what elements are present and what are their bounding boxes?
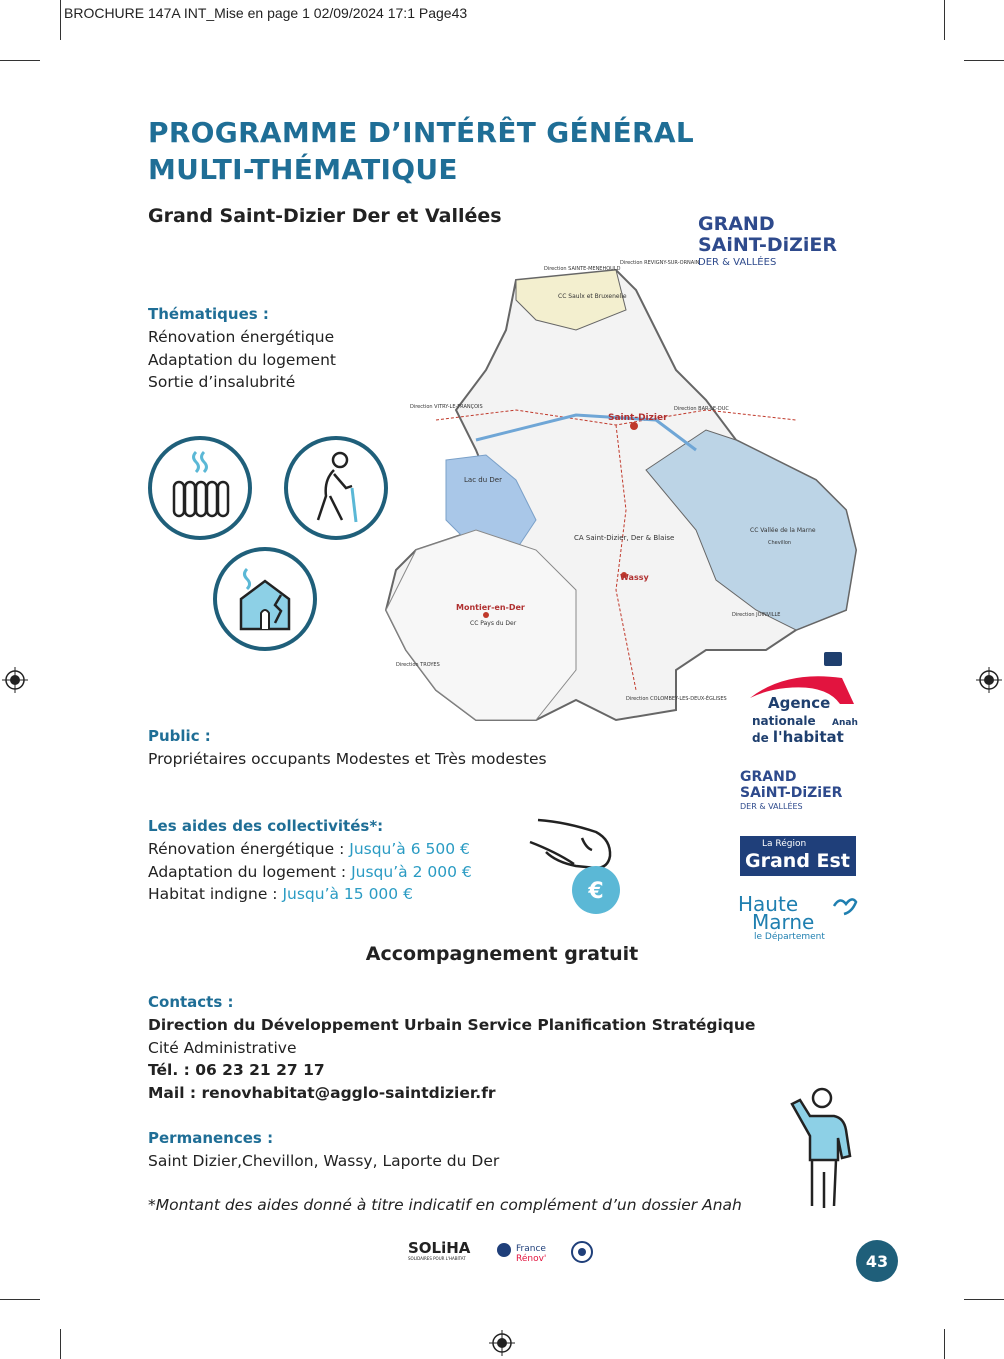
map-label: Direction BAR-LE-DUC	[674, 406, 729, 412]
print-slug: BROCHURE 147A INT_Mise en page 1 02/09/2024 17:1 Page43	[64, 5, 468, 21]
map-label: CA Saint-Dizier, Der & Blaise	[574, 534, 675, 542]
permanences-label: Permanences :	[148, 1129, 274, 1147]
permanences-text: Saint Dizier,Chevillon, Wassy, Laporte du Der	[148, 1152, 500, 1170]
list-item: Habitat indigne : Jusqu’à 15 000 €	[148, 885, 413, 903]
aides-label: Les aides des collectivités*:	[148, 817, 384, 835]
france-renov-globe-icon	[496, 1242, 512, 1258]
crop-mark	[60, 1329, 61, 1359]
thematiques-list	[148, 326, 336, 394]
footnote: *Montant des aides donné à titre indicatif en complément d’un dossier Anah	[148, 1196, 742, 1214]
map-label: Montier-en-Der	[456, 603, 525, 612]
list-item: Sortie d’insalubrité	[148, 373, 296, 391]
accompagnement-heading: Accompagnement gratuit	[365, 943, 639, 965]
crop-mark	[0, 1299, 40, 1300]
grand-saint-dizier-logo-small: GRAND SAiNT-DiZiER DER & VALLÉES	[740, 769, 843, 811]
thematiques-label: Thématiques :	[148, 305, 269, 323]
map-label: Saint-Dizier	[608, 413, 668, 423]
map-label: Direction COLOMBEY-LES-DEUX-ÉGLISES	[626, 696, 727, 702]
insalubrious-house-icon	[213, 547, 317, 651]
haute-marne-logo: Haute Marne le Département	[738, 894, 860, 946]
title-line-2: MULTI-THÉMATIQUE	[148, 153, 458, 186]
crop-mark	[944, 1329, 945, 1359]
hand-coin-icon	[526, 812, 626, 916]
map-label: Direction TROYES	[396, 662, 440, 668]
crop-mark	[964, 60, 1004, 61]
map-label: Lac du Der	[464, 476, 502, 484]
crop-mark	[964, 1299, 1004, 1300]
public-text: Propriétaires occupants Modestes et Très modestes	[148, 750, 547, 768]
map-label: Chevillon	[768, 540, 792, 546]
map-label: CC Vallée de la Marne	[750, 527, 816, 534]
contact-phone[interactable]: Tél. : 06 23 21 27 17	[148, 1061, 325, 1079]
registration-mark-icon	[2, 667, 28, 693]
map-label: CC Pays du Der	[470, 620, 517, 627]
map-label: CC Saulx et Bruxenelle	[558, 293, 627, 300]
soliha-logo: SOLiHA SOLIDAIRES POUR L'HABITAT	[408, 1239, 471, 1261]
title-line-1: PROGRAMME D’INTÉRÊT GÉNÉRAL	[148, 116, 695, 149]
list-item: Adaptation du logement	[148, 350, 336, 369]
contact-email[interactable]: Mail : renovhabitat@agglo-saintdizier.fr	[148, 1083, 496, 1102]
map-label: Direction REVIGNY-SUR-ORNAIN	[620, 260, 700, 266]
list-item: Rénovation énergétique	[148, 328, 335, 346]
haute-marne-symbol-icon	[832, 894, 858, 916]
crop-mark	[60, 0, 61, 40]
page-number: 43	[856, 1240, 898, 1282]
partner-seal-icon	[570, 1240, 594, 1264]
france-renov-logo: France Rénov'	[496, 1240, 560, 1270]
anah-logo: Agence nationale Anah de l'habitat	[746, 650, 858, 746]
euro-symbol: €	[588, 879, 604, 904]
elderly-person-icon	[284, 436, 388, 540]
aides-list	[148, 838, 472, 906]
page-title	[148, 114, 768, 188]
contact-address: Cité Administrative	[148, 1038, 297, 1057]
list-item: Adaptation du logement : Jusqu’à 2 000 €	[148, 862, 472, 881]
registration-mark-icon	[976, 667, 1002, 693]
contacts-block	[148, 1014, 755, 1104]
map-label: Wassy	[620, 573, 649, 582]
registration-mark-icon	[489, 1330, 515, 1356]
map-label: Direction SAINTE-MENEHOULD	[544, 266, 621, 272]
list-item: Rénovation énergétique : Jusqu’à 6 500 €	[148, 840, 470, 858]
contacts-label: Contacts :	[148, 993, 234, 1011]
map-label: Direction VITRY-LE-FRANÇOIS	[410, 404, 483, 410]
grand-saint-dizier-logo: GRAND SAiNT-DiZiER DER & VALLÉES	[698, 213, 838, 268]
page-subtitle: Grand Saint-Dizier Der et Vallées	[148, 205, 502, 227]
contact-direction: Direction du Développement Urbain Service Planification Stratégique	[148, 1016, 756, 1034]
region-grand-est-logo: La Région Grand Est	[740, 836, 856, 876]
person-pointing-icon	[780, 1086, 864, 1214]
map-label: Direction JOINVILLE	[732, 612, 781, 618]
radiator-icon	[148, 436, 252, 540]
crop-mark	[0, 60, 40, 61]
crop-mark	[944, 0, 945, 40]
public-label: Public :	[148, 727, 211, 745]
